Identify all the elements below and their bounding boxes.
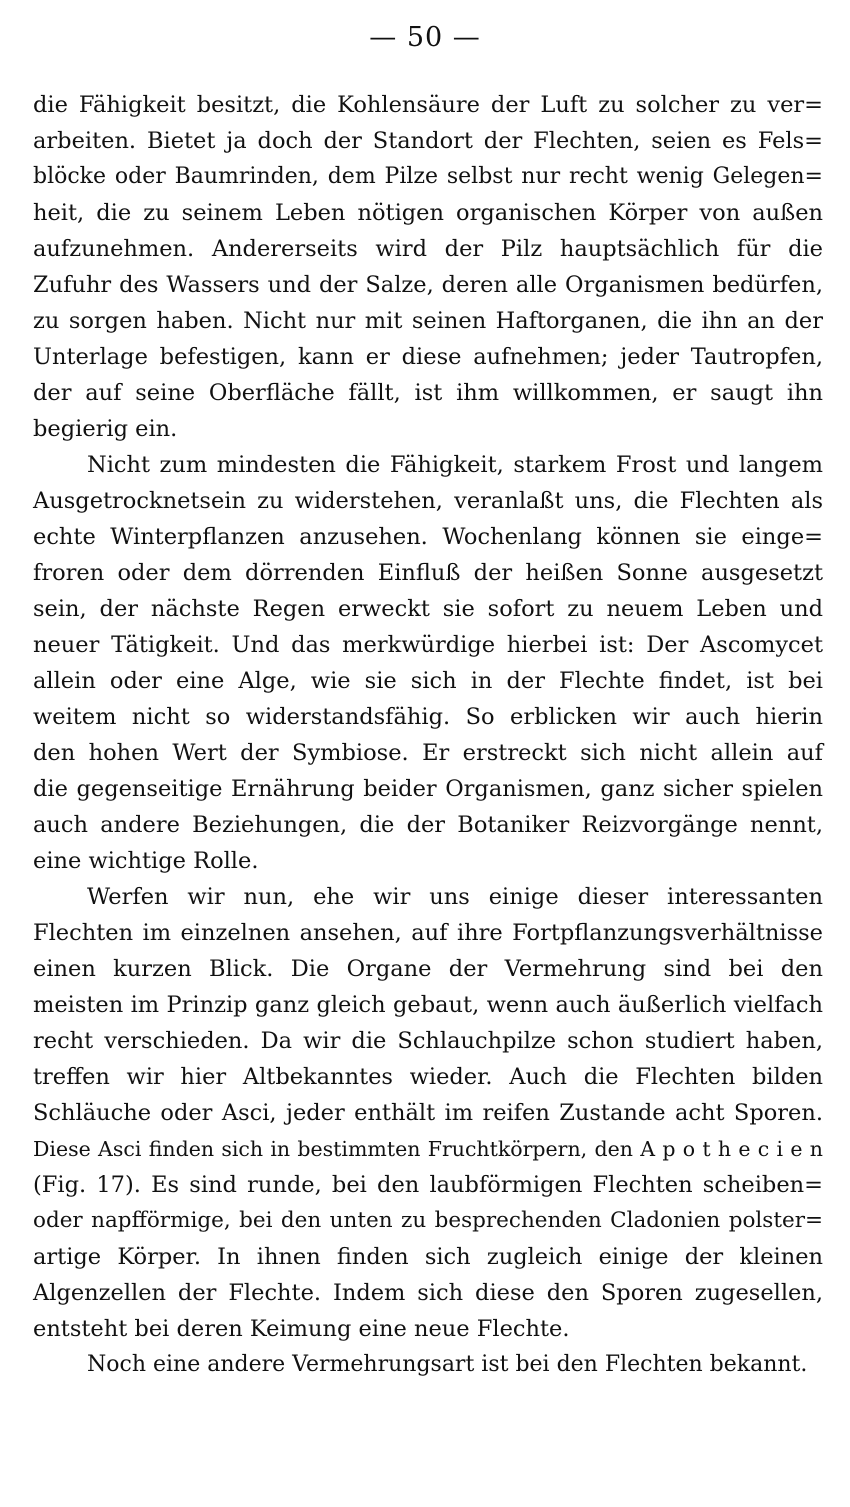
text-line: heit, die zu seinem Leben nötigen organischen Körper von außen <box>33 200 823 226</box>
text-line: Werfen wir nun, ehe wir uns einige dieser interessanten <box>87 884 823 910</box>
page-number-header: — 50 — <box>369 22 481 53</box>
text-line: Unterlage befestigen, kann er diese aufnehmen; jeder Tautropfen, <box>33 344 823 370</box>
text-line: den hohen Wert der Symbiose. Er erstreckt sich nicht allein auf <box>33 740 823 766</box>
text-line: treffen wir hier Altbekanntes wieder. Auch die Flechten bilden <box>33 1064 823 1090</box>
text-line: aufzunehmen. Andererseits wird der Pilz hauptsächlich für die <box>33 236 823 262</box>
text-line: echte Winterpflanzen anzusehen. Wochenlang können sie einge= <box>33 524 823 550</box>
text-line: oder napfförmige, bei den unten zu besprechenden Cladonien polster= <box>33 1208 823 1233</box>
text-line: eine wichtige Rolle. <box>33 848 259 874</box>
text-line: einen kurzen Blick. Die Organe der Vermehrung sind bei den <box>33 956 823 982</box>
text-line: entsteht bei deren Keimung eine neue Flechte. <box>33 1316 570 1342</box>
text-line: Schläuche oder Asci, jeder enthält im reifen Zustande acht Sporen. <box>33 1100 823 1126</box>
text-line: begierig ein. <box>33 416 178 442</box>
text-line: Algenzellen der Flechte. Indem sich diese den Sporen zugesellen, <box>33 1280 823 1306</box>
text-line: zu sorgen haben. Nicht nur mit seinen Haftorganen, die ihn an der <box>33 308 823 334</box>
text-line: auch andere Beziehungen, die der Botaniker Reizvorgänge nennt, <box>33 812 823 838</box>
text-line: weitem nicht so widerstandsfähig. So erblicken wir auch hierin <box>33 704 823 730</box>
text-line: sein, der nächste Regen erweckt sie sofort zu neuem Leben und <box>33 596 823 622</box>
text-line: Noch eine andere Vermehrungsart ist bei den Flechten bekannt. <box>87 1352 808 1377</box>
text-line: Ausgetrocknetsein zu widerstehen, veranlaßt uns, die Flechten als <box>33 488 823 514</box>
text-line: froren oder dem dörrenden Einfluß der heißen Sonne ausgesetzt <box>33 560 823 586</box>
text-line: Zufuhr des Wassers und der Salze, deren alle Organismen bedürfen, <box>33 272 823 298</box>
text-line: Nicht zum mindesten die Fähigkeit, starkem Frost und langem <box>87 452 823 478</box>
text-line: (Fig. 17). Es sind runde, bei den laubförmigen Flechten scheiben= <box>33 1172 823 1198</box>
text-line: neuer Tätigkeit. Und das merkwürdige hierbei ist: Der Ascomycet <box>33 632 823 658</box>
text-line: allein oder eine Alge, wie sie sich in der Flechte findet, ist bei <box>33 668 823 694</box>
text-line: artige Körper. In ihnen finden sich zugleich einige der kleinen <box>33 1244 823 1270</box>
text-line: blöcke oder Baumrinden, dem Pilze selbst nur recht wenig Gelegen= <box>33 164 823 189</box>
text-line: meisten im Prinzip ganz gleich gebaut, wenn auch äußerlich vielfach <box>33 992 823 1018</box>
body-text <box>33 87 823 1383</box>
text-line: die gegenseitige Ernährung beider Organismen, ganz sicher spielen <box>33 776 823 802</box>
text-line: recht verschieden. Da wir die Schlauchpilze schon studiert haben, <box>33 1028 823 1054</box>
text-line: Flechten im einzelnen ansehen, auf ihre Fortpflanzungsverhältnisse <box>33 920 823 946</box>
text-line: die Fähigkeit besitzt, die Kohlensäure der Luft zu solcher zu ver= <box>33 92 823 118</box>
text-line: der auf seine Oberfläche fällt, ist ihm willkommen, er saugt ihn <box>33 380 823 406</box>
text-line: arbeiten. Bietet ja doch der Standort der Flechten, seien es Fels= <box>33 128 823 154</box>
text-line: Diese Asci finden sich in bestimmten Fruchtkörpern, den A p o t h e c i e n <box>33 1137 823 1161</box>
